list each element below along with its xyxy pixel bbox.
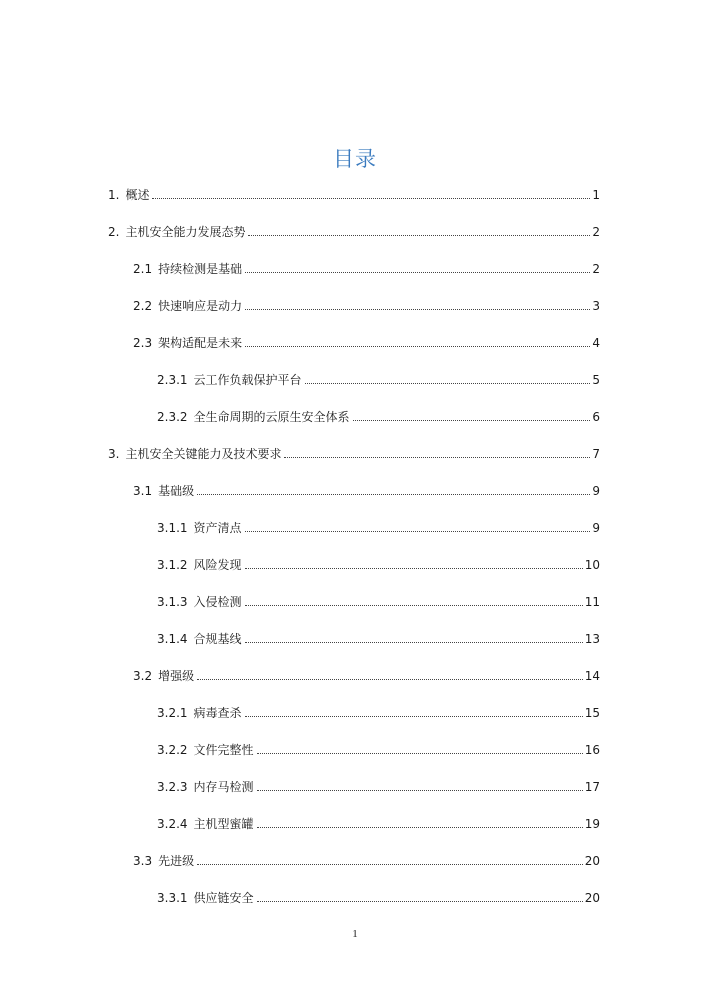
toc-entry-3-1[interactable] [133, 478, 600, 498]
toc-entry-title: 合规基线 [193, 632, 242, 646]
toc-entry-number: 2. [108, 225, 120, 239]
toc-entry-title: 概述 [125, 188, 150, 202]
toc-entry-2[interactable] [108, 219, 600, 239]
toc-entry-number: 3.2.2 [157, 743, 188, 757]
toc-dot-leader [245, 271, 590, 273]
toc-entry-number: 3.3.1 [157, 891, 188, 905]
toc-entry-page: 20 [584, 891, 600, 905]
toc-entry-title: 病毒查杀 [193, 706, 242, 720]
toc-entry-number: 2.3.1 [157, 373, 188, 387]
toc-entry-page: 9 [592, 484, 600, 498]
toc-entry-3-3[interactable] [133, 848, 600, 868]
toc-entry-3-1-3[interactable] [157, 589, 600, 609]
toc-entry-2-1[interactable] [133, 256, 600, 276]
toc-entry-number: 3.2.3 [157, 780, 188, 794]
toc-title: 目录 [333, 147, 377, 171]
toc-entry-page: 6 [592, 410, 600, 424]
toc-entry-page: 20 [584, 854, 600, 868]
toc-entry-page: 11 [584, 595, 600, 609]
toc-entry-page: 4 [592, 336, 600, 350]
toc-entry-2-3[interactable] [133, 330, 600, 350]
toc-entry-page: 19 [584, 817, 600, 831]
toc-entry-2-3-1[interactable] [157, 367, 600, 387]
toc-entry-title: 入侵检测 [193, 595, 242, 609]
toc-entry-3-1-4[interactable] [157, 626, 600, 646]
toc-entry-title: 云工作负载保护平台 [193, 373, 302, 387]
toc-entry-number: 3.2.1 [157, 706, 188, 720]
toc-entry-number: 3.2.4 [157, 817, 188, 831]
toc-entry-title: 资产清点 [193, 521, 242, 535]
toc-dot-leader [248, 234, 590, 236]
toc-entry-number: 3.1.4 [157, 632, 188, 646]
toc-entry-3-3-1[interactable] [157, 885, 600, 905]
toc-dot-leader [245, 604, 583, 606]
toc-entry-number: 3. [108, 447, 120, 461]
toc-entry-page: 9 [592, 521, 600, 535]
toc-entry-title: 主机安全关键能力及技术要求 [125, 447, 282, 461]
toc-entry-title: 架构适配是未来 [158, 336, 243, 350]
toc-dot-leader [197, 863, 583, 865]
toc-entry-title: 主机型蜜罐 [193, 817, 254, 831]
toc-dot-leader [245, 715, 583, 717]
toc-entry-3-1-1[interactable] [157, 515, 600, 535]
toc-entry-title: 先进级 [158, 854, 195, 868]
toc-dot-leader [197, 678, 583, 680]
toc-dot-leader [245, 567, 583, 569]
toc-dot-leader [197, 493, 590, 495]
toc-entry-title: 风险发现 [193, 558, 242, 572]
toc-dot-leader [245, 308, 590, 310]
toc-entry-2-3-2[interactable] [157, 404, 600, 424]
toc-entry-title: 主机安全能力发展态势 [125, 225, 246, 239]
toc-entry-page: 2 [592, 225, 600, 239]
toc-entry-page: 10 [584, 558, 600, 572]
toc-entry-number: 2.2 [133, 299, 153, 313]
toc-entry-page: 2 [592, 262, 600, 276]
toc-entry-page: 3 [592, 299, 600, 313]
toc-dot-leader [245, 530, 590, 532]
toc-dot-leader [152, 197, 590, 199]
toc-entry-title: 基础级 [158, 484, 195, 498]
toc-dot-leader [245, 345, 590, 347]
toc-entry-3-2-1[interactable] [157, 700, 600, 720]
toc-dot-leader [257, 752, 583, 754]
toc-dot-leader [284, 456, 590, 458]
toc-dot-leader [257, 789, 583, 791]
toc-entry-page: 13 [584, 632, 600, 646]
toc-entry-3-1-2[interactable] [157, 552, 600, 572]
toc-dot-leader [305, 382, 590, 384]
toc-entry-number: 3.1.2 [157, 558, 188, 572]
toc-dot-leader [257, 826, 583, 828]
toc-entry-3-2-4[interactable] [157, 811, 600, 831]
toc-entry-title: 快速响应是动力 [158, 299, 243, 313]
toc-entry-page: 7 [592, 447, 600, 461]
toc-entry-number: 3.3 [133, 854, 153, 868]
toc-entry-page: 15 [584, 706, 600, 720]
toc-entry-3-2-3[interactable] [157, 774, 600, 794]
toc-entry-title: 全生命周期的云原生安全体系 [193, 410, 350, 424]
toc-entry-3-2-2[interactable] [157, 737, 600, 757]
toc-entry-number: 2.3 [133, 336, 153, 350]
toc-entry-page: 1 [592, 188, 600, 202]
toc-entry-3-2[interactable] [133, 663, 600, 683]
toc-entry-page: 17 [584, 780, 600, 794]
toc-entry-page: 14 [584, 669, 600, 683]
toc-entry-title: 文件完整性 [193, 743, 254, 757]
toc-dot-leader [257, 900, 583, 902]
toc-entry-number: 3.1.1 [157, 521, 188, 535]
toc-entry-page: 16 [584, 743, 600, 757]
toc-dot-leader [245, 641, 583, 643]
toc-entry-title: 持续检测是基础 [158, 262, 243, 276]
toc-entry-number: 3.1 [133, 484, 153, 498]
toc-entry-page: 5 [592, 373, 600, 387]
toc-entry-title: 内存马检测 [193, 780, 254, 794]
toc-entry-number: 3.1.3 [157, 595, 188, 609]
toc-entry-title: 供应链安全 [193, 891, 254, 905]
toc-entry-number: 1. [108, 188, 120, 202]
toc-entry-2-2[interactable] [133, 293, 600, 313]
toc-entry-title: 增强级 [158, 669, 195, 683]
toc-entry-3[interactable] [108, 441, 600, 461]
toc-entry-1[interactable] [108, 182, 600, 202]
page-number: 1 [352, 928, 358, 940]
toc-entry-number: 2.3.2 [157, 410, 188, 424]
toc-entry-number: 2.1 [133, 262, 153, 276]
toc-dot-leader [353, 419, 590, 421]
toc-entry-number: 3.2 [133, 669, 153, 683]
